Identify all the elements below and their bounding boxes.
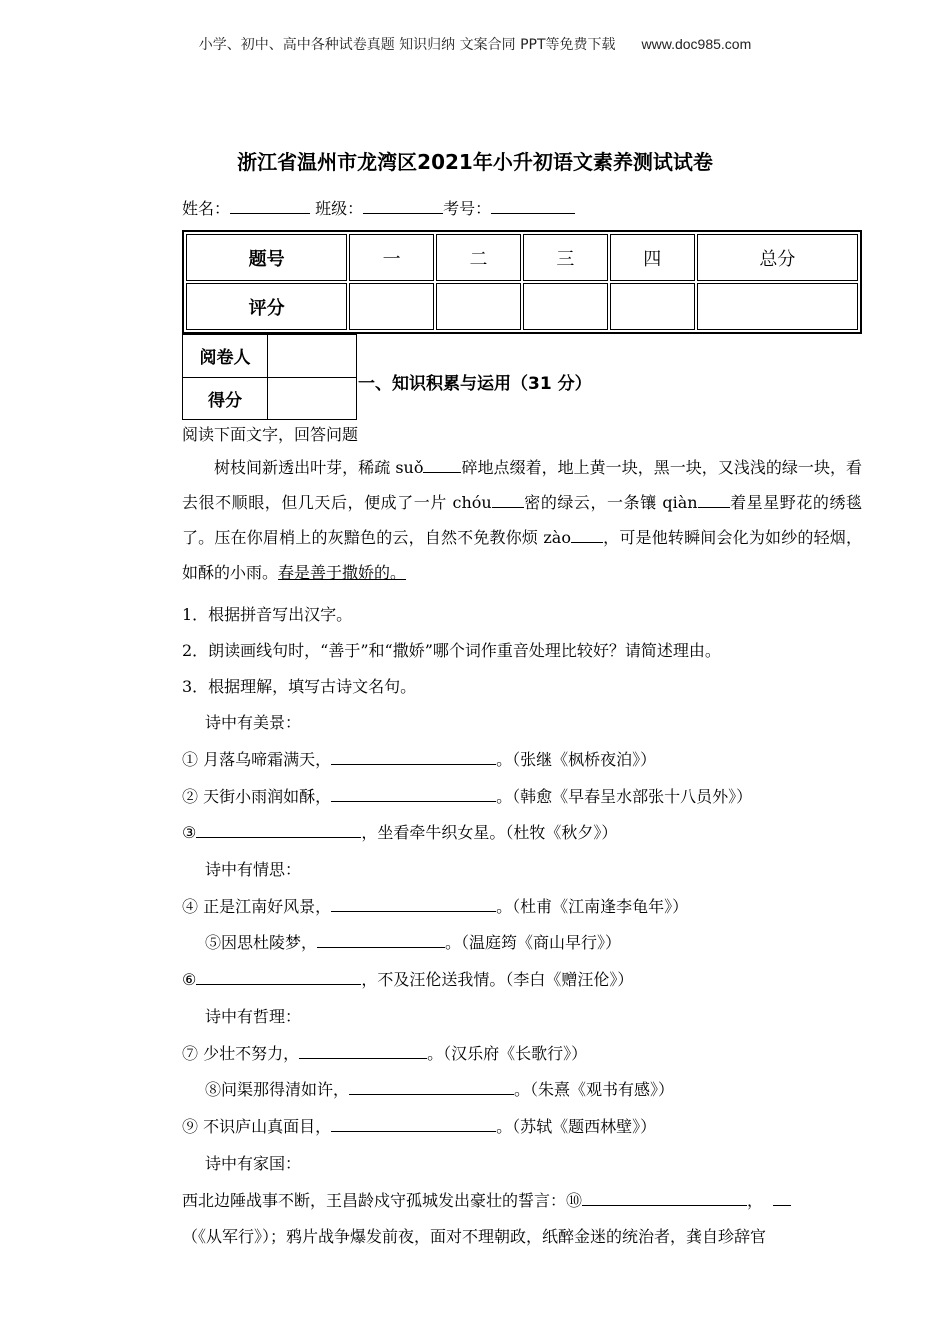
score-header-cell: 三 — [523, 234, 608, 281]
pinyin-blank[interactable] — [492, 492, 524, 508]
poem-source: ，不及汪伦送我情。（李白《赠汪伦》） — [361, 970, 634, 989]
poem-item-10-cont: （《从军行》）；鸦片战争爆发前夜，面对不理朝政，纸醉金迷的统治者，龚自珍辞官 — [182, 1227, 767, 1246]
score-cell[interactable] — [610, 283, 695, 330]
reading-passage — [182, 450, 862, 590]
poem-text: ⑧问渠那得清如许， — [205, 1080, 350, 1099]
answer-blank[interactable] — [317, 932, 445, 948]
score-cell[interactable] — [523, 283, 608, 330]
exam-no-field[interactable] — [491, 198, 575, 214]
poem-text: ④ 正是江南好风景， — [182, 897, 332, 916]
poem-item-1 — [182, 749, 656, 771]
poem-item-4 — [182, 896, 688, 918]
answer-blank[interactable] — [349, 1079, 514, 1095]
poem-text: ⑤因思杜陵梦， — [205, 933, 318, 952]
question-1: 1．根据拼音写出汉字。 — [182, 605, 353, 624]
passage-text: 密的绿云，一条镶 qiàn — [523, 493, 698, 512]
poem-source: 。（苏轼《题西林壁》） — [496, 1117, 657, 1136]
poem-text: ② 天街小雨润如酥， — [182, 787, 332, 806]
poem-item-10 — [182, 1190, 791, 1212]
section-title: 一、知识积累与运用（31 分） — [358, 374, 592, 394]
poem-item-8 — [205, 1079, 674, 1101]
score-header-cell: 题号 — [186, 234, 347, 281]
grader-table — [182, 334, 357, 420]
score-value-row — [186, 283, 858, 330]
score-table — [182, 230, 862, 334]
country-header: 诗中有家国： — [205, 1154, 302, 1173]
poem-text: ⑥ — [182, 970, 197, 989]
score-header-row — [186, 234, 858, 281]
score-header-cell: 一 — [349, 234, 434, 281]
underlined-sentence: 春是善于撒娇的。 — [278, 563, 407, 582]
answer-blank[interactable] — [196, 969, 361, 985]
poem-source: 。（温庭筠《商山早行》） — [445, 933, 622, 952]
poem-text: ⑨ 不识庐山真面目， — [182, 1117, 332, 1136]
poem-source: 。（张继《枫桥夜泊》） — [496, 750, 657, 769]
reviewer-cell[interactable] — [268, 335, 357, 378]
philosophy-header: 诗中有哲理： — [205, 1007, 302, 1026]
poem-item-7 — [182, 1043, 587, 1065]
pinyin-blank[interactable] — [698, 492, 730, 508]
grader-score-cell[interactable] — [268, 377, 357, 420]
poem-item-3 — [182, 822, 617, 844]
answer-blank[interactable] — [331, 896, 496, 912]
answer-blank[interactable] — [196, 822, 361, 838]
poem-item-6 — [182, 969, 633, 991]
class-label: 班级： — [315, 199, 364, 218]
name-field[interactable] — [230, 198, 310, 214]
answer-blank[interactable] — [331, 786, 496, 802]
name-label: 姓名： — [182, 199, 231, 218]
reviewer-label: 阅卷人 — [183, 335, 268, 378]
score-cell[interactable] — [436, 283, 521, 330]
answer-blank[interactable] — [331, 749, 496, 765]
grader-score-label: 得分 — [183, 377, 268, 420]
poem-item-2 — [182, 786, 752, 808]
score-cell[interactable] — [697, 283, 858, 330]
scene-header: 诗中有美景： — [205, 713, 302, 732]
answer-blank[interactable] — [582, 1190, 747, 1206]
poem-source: 。（韩愈《早春呈水部张十八员外》） — [496, 787, 753, 806]
score-header-cell: 四 — [610, 234, 695, 281]
class-field[interactable] — [363, 198, 443, 214]
pinyin-blank[interactable] — [423, 457, 461, 473]
passage-text: 碎地点缀着，地上黄一块，黑一块，又浅浅的绿一块，看去很不顺眼，但几天后，便成了一片 chóu — [182, 458, 862, 512]
poem-text: ， — [747, 1191, 764, 1210]
header-url[interactable]: www.doc985.com — [641, 36, 752, 52]
poem-source: 。（汉乐府《长歌行》） — [427, 1044, 588, 1063]
poem-source: ，坐看牵牛织女星。（杜牧《秋夕》） — [361, 823, 618, 842]
poem-item-5 — [205, 932, 621, 954]
answer-blank[interactable] — [299, 1043, 427, 1059]
instruction: 阅读下面文字，回答问题 — [182, 425, 359, 444]
question-2: 2．朗读画线句时，“善于”和“撒娇”哪个词作重音处理比较好？请简述理由。 — [182, 641, 721, 660]
poem-text: ③ — [182, 823, 197, 842]
passage-text: 树枝间新透出叶芽，稀疏 suǒ — [214, 458, 424, 477]
student-info — [182, 198, 575, 220]
page-title: 浙江省温州市龙湾区2021年小升初语文素养测试试卷 — [237, 150, 713, 174]
header-text: 小学、初中、高中各种试卷真题 知识归纳 文案合同 PPT等免费下载 — [198, 37, 616, 53]
poem-text: ⑦ 少壮不努力， — [182, 1044, 300, 1063]
answer-blank[interactable] — [331, 1116, 496, 1132]
pinyin-blank[interactable] — [571, 527, 603, 543]
score-header-cell: 总分 — [697, 234, 858, 281]
answer-blank[interactable] — [773, 1190, 791, 1206]
score-row-label: 评分 — [186, 283, 347, 330]
poem-item-9 — [182, 1116, 656, 1138]
score-cell[interactable] — [349, 283, 434, 330]
poem-source: 。（朱熹《观书有感》） — [514, 1080, 675, 1099]
score-header-cell: 二 — [436, 234, 521, 281]
emotion-header: 诗中有情思： — [205, 860, 302, 879]
page-header — [0, 34, 950, 54]
poem-source: 。（杜甫《江南逢李龟年》） — [496, 897, 689, 916]
passage-text: ，可是他转瞬间会化为如纱的轻烟，如酥的小雨。 — [182, 528, 862, 582]
passage-text: 着星星野花的绣毯了。压在你眉梢上的灰黯色的云，自然不免教你烦 zào — [182, 493, 862, 547]
question-3: 3．根据理解，填写古诗文名句。 — [182, 677, 417, 696]
exam-no-label: 考号： — [443, 199, 492, 218]
poem-text: ① 月落乌啼霜满天， — [182, 750, 332, 769]
poem-text: 西北边陲战事不断，王昌龄戍守孤城发出豪壮的誓言：⑩ — [182, 1191, 583, 1210]
